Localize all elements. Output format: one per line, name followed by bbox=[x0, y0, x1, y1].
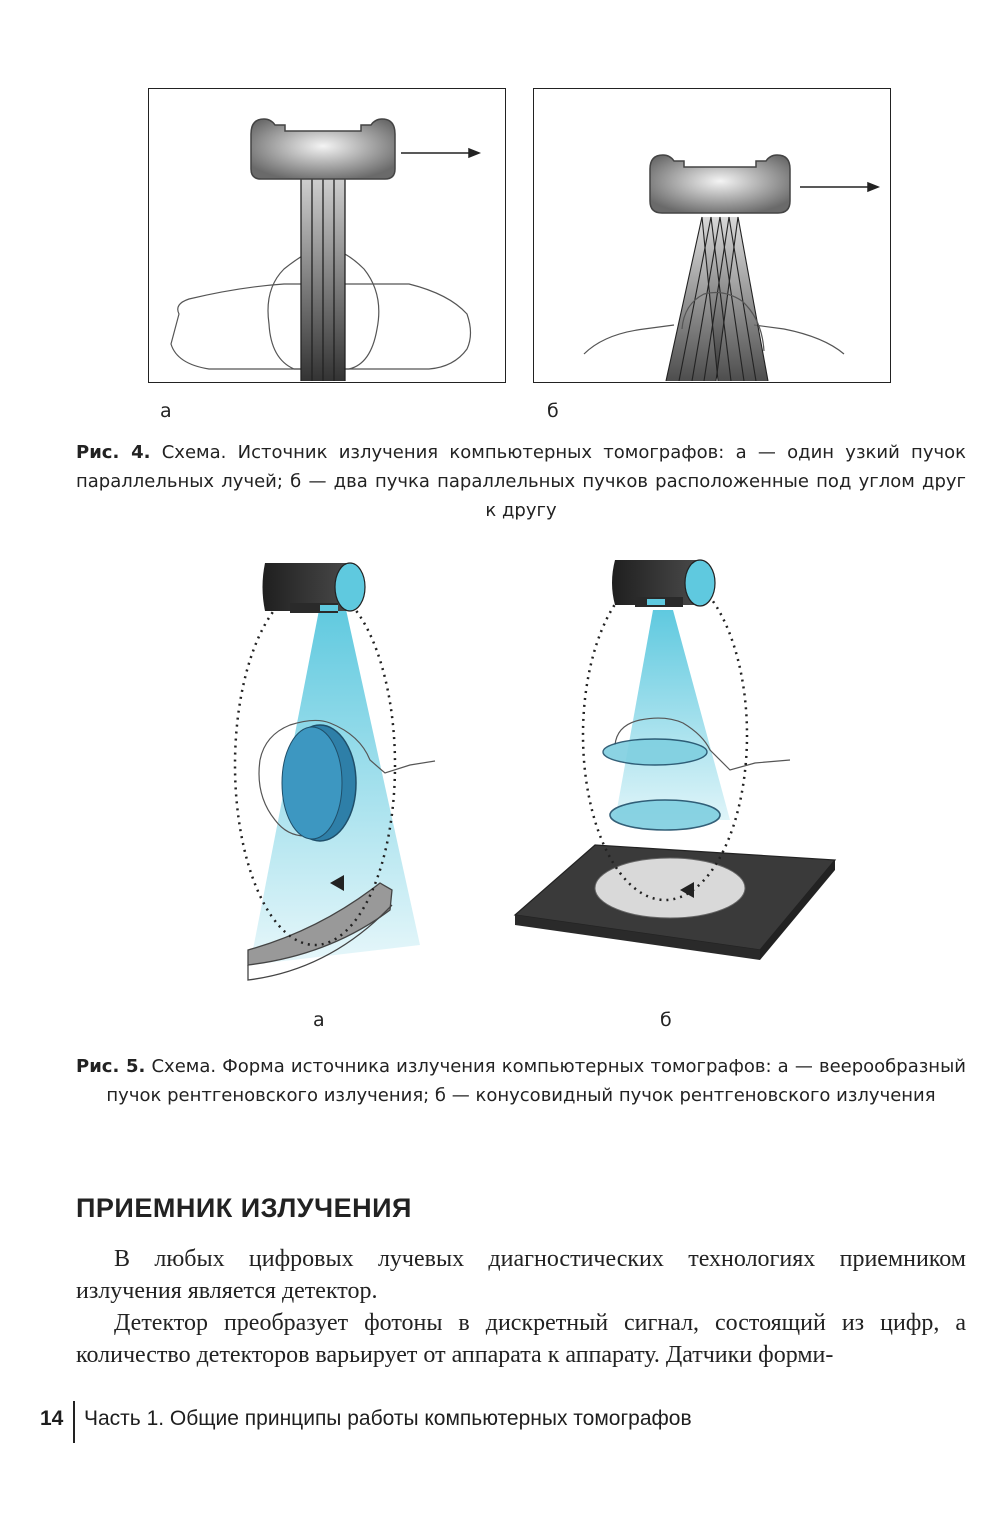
figure5a-diagram bbox=[220, 545, 450, 990]
figure5-label-a: а bbox=[313, 1009, 325, 1031]
slice-lower bbox=[610, 800, 720, 830]
figure5b-diagram bbox=[505, 545, 845, 965]
xray-tube bbox=[650, 155, 790, 213]
motion-arrow bbox=[800, 183, 878, 191]
figure5-caption-prefix: Рис. 5. bbox=[76, 1056, 146, 1077]
figure4-caption-text: Схема. Источник излучения компьютерных томографов: а — один узкий пучок параллельных лучей; б — два пучка параллельных пучков расположенные под углом друг к другу bbox=[76, 442, 966, 521]
figure4-label-b: б bbox=[547, 400, 559, 422]
figure4-caption bbox=[76, 438, 966, 525]
page-number: 14 bbox=[40, 1407, 64, 1430]
xray-tube bbox=[251, 119, 395, 179]
cone-beam bbox=[615, 610, 730, 820]
figure4-label-a: а bbox=[160, 400, 172, 422]
body-paragraph-2: Детектор преобразует фотоны в дискретный сигнал, состоящий из цифр, а количество детекторов варьирует от аппарата к аппарату. Датчики форми- bbox=[76, 1310, 966, 1368]
motion-arrow bbox=[401, 149, 479, 157]
body-paragraph-1: В любых цифровых лучевых диагностических технологиях приемником излучения является детектор. bbox=[76, 1246, 966, 1304]
figure4a-diagram bbox=[149, 89, 505, 381]
figure4b-diagram bbox=[534, 89, 890, 381]
detector-projection bbox=[595, 858, 745, 918]
figure5-caption-text: Схема. Форма источника излучения компьютерных томографов: а — веерообразный пучок рентгеновского излучения; б — конусовидный пучок рентгеновского излучения bbox=[106, 1056, 966, 1106]
section-heading: ПРИЕМНИК ИЗЛУЧЕНИЯ bbox=[76, 1193, 412, 1223]
figure4a-panel bbox=[148, 88, 506, 383]
figure5-label-b: б bbox=[660, 1009, 672, 1031]
figure5-caption bbox=[76, 1052, 966, 1110]
figure4b-panel bbox=[533, 88, 891, 383]
footer-divider bbox=[73, 1401, 75, 1443]
figure4-caption-prefix: Рис. 4. bbox=[76, 442, 151, 463]
slice-upper bbox=[603, 739, 707, 765]
running-title: Часть 1. Общие принципы работы компьютерных томографов bbox=[84, 1407, 692, 1430]
